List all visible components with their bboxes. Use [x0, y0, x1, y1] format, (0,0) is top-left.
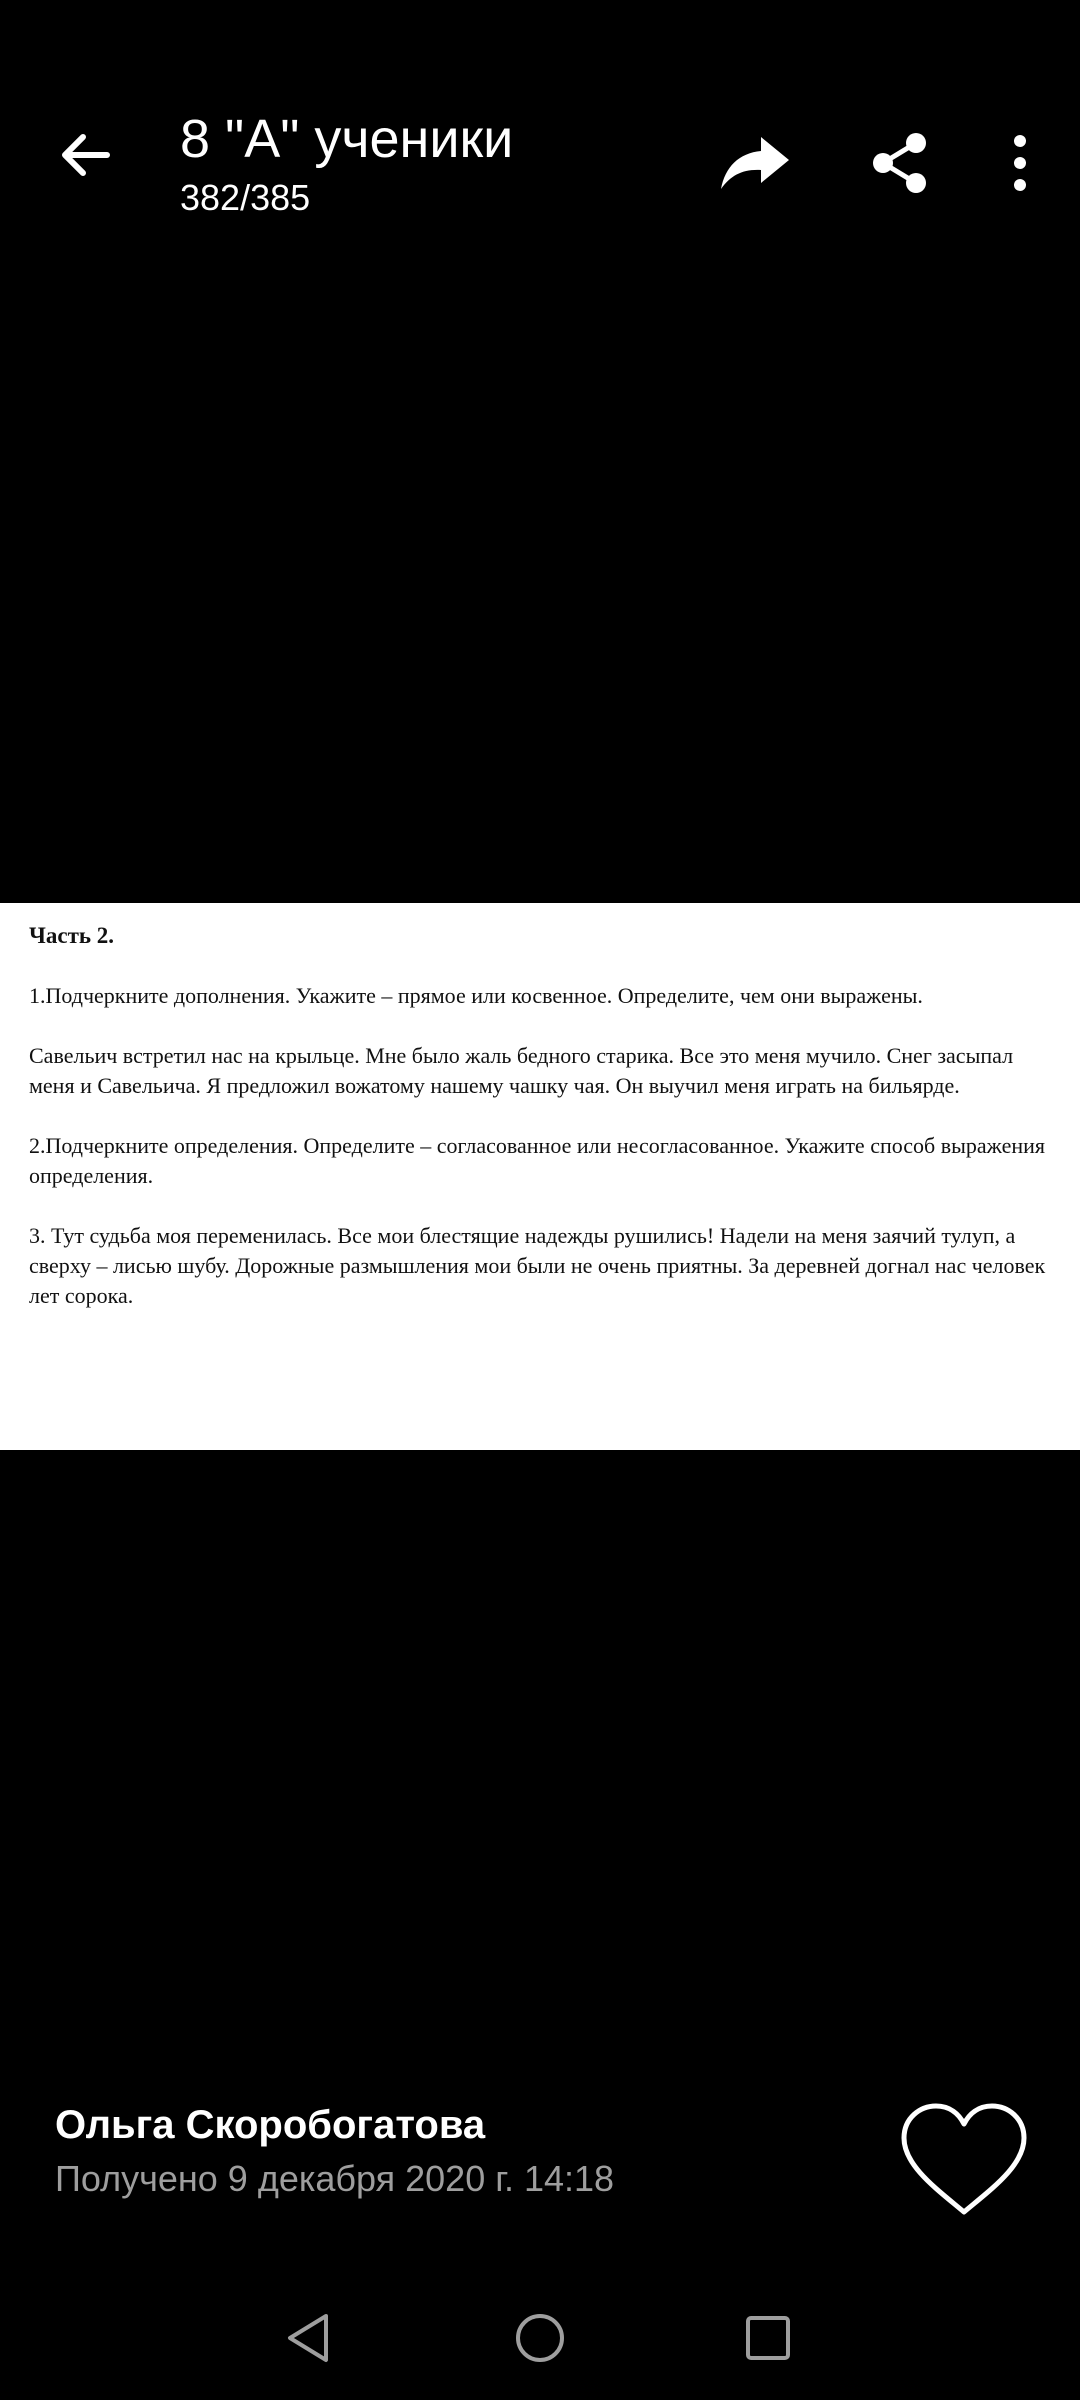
document-paragraph-3: 2.Подчеркните определения. Определите – согласованное или несогласованное. Укажите способ выражения определения.: [29, 1133, 1046, 1188]
document-paragraph-1: 1.Подчеркните дополнения. Укажите – прямое или косвенное. Определите, чем они выражены.: [29, 983, 923, 1008]
document-paragraph-4: 3. Тут судьба моя переменилась. Все мои блестящие надежды рушились! Надели на меня заячий тулуп, а сверху – лисью шубу. Дорожные размышления мои были не очень приятны. За деревней догнал нас человек лет сорока.: [29, 1223, 1046, 1308]
sender-name: Ольга Скоробогатова: [55, 2103, 486, 2147]
forward-arrow-icon: [719, 133, 791, 193]
chat-title: 8 "А" ученики: [180, 109, 514, 169]
system-navigation-bar: [0, 2270, 1080, 2400]
back-button[interactable]: [40, 110, 130, 200]
share-icon: [870, 131, 930, 195]
system-home-button[interactable]: [500, 2298, 580, 2378]
more-vertical-icon: [1010, 133, 1030, 193]
triangle-back-icon: [284, 2312, 332, 2364]
top-bar: [0, 0, 1080, 240]
arrow-left-icon: [57, 127, 113, 183]
heart-outline-icon: [898, 2100, 1030, 2220]
like-button[interactable]: [898, 2100, 1030, 2220]
image-counter: 382/385: [180, 177, 311, 218]
document-paragraph-2: Савельич встретил нас на крыльце. Мне было жаль бедного старика. Все это меня мучило. Снег засыпал меня и Савельича. Я предложил вожатому нашему чашку чая. Он выучил меня играть на бильярде.: [29, 1043, 1014, 1098]
more-options-button[interactable]: [975, 118, 1065, 208]
share-button[interactable]: [855, 118, 945, 208]
title-block: [180, 104, 680, 220]
document-image[interactable]: [0, 903, 1080, 1450]
circle-home-icon: [514, 2312, 566, 2364]
received-timestamp: Получено 9 декабря 2020 г. 14:18: [55, 2158, 615, 2199]
system-recents-button[interactable]: [728, 2298, 808, 2378]
document-heading: Часть 2.: [29, 923, 115, 948]
forward-button[interactable]: [710, 118, 800, 208]
square-recents-icon: [744, 2314, 792, 2362]
system-back-button[interactable]: [268, 2298, 348, 2378]
